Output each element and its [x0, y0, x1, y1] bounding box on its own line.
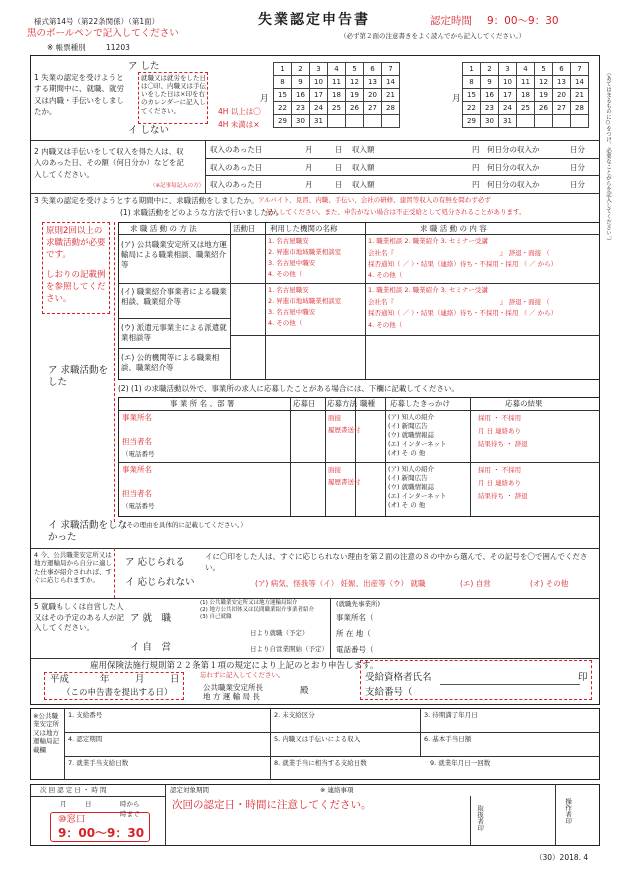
trigger-2b[interactable]: (イ) 新聞広告 — [388, 474, 428, 482]
next-appt-label: 次 回 認 定 日 ・ 時 間 — [40, 786, 107, 794]
sec4-note: イに〇印をした人は、すぐに応じられない理由を第２面の注意の８の中から選んで、その記号を〇で囲んでください。 — [205, 552, 588, 572]
outcome-1a[interactable]: 採用 ・ 不採用 — [478, 414, 522, 422]
tel-label-2: （電話番号 — [122, 502, 155, 510]
sec4-option-a[interactable]: ア 応じられる — [125, 557, 186, 568]
method-a[interactable]: (ア) 公共職業安定所又は地方運輸局による職業相談、職業紹介等 — [121, 240, 227, 270]
name-input[interactable] — [440, 684, 580, 685]
sec5-contact: (就職先事業所) — [336, 600, 381, 608]
day-unit: 日 — [335, 180, 343, 189]
month-unit: 月 — [135, 674, 145, 685]
office-f4: 4. 認定期間 — [68, 735, 103, 743]
hours-label: 認定時間 — [430, 15, 472, 27]
yen-unit: 円 — [472, 180, 480, 189]
sec4-option-i[interactable]: イ 応じられない — [125, 577, 195, 588]
trigger-1c[interactable]: (ウ) 就職情報誌 — [388, 431, 435, 439]
reason-note: （その理由を具体的に記載してください。） — [120, 521, 247, 529]
manager-stamp: 取扱者印 — [476, 805, 485, 831]
calendar-left[interactable]: 1 2 3 4 5 6 7 8 9 10 11 12 13 14 15 16 17 18 19 20 21 22 23 24 25 26 27 28 29 30 31 — [273, 62, 400, 128]
days-of-label-2: 何日分の収入か — [487, 163, 540, 172]
office-2: 地 方 運 輸 局 長 — [203, 692, 260, 701]
sec1-month-right: 月 — [452, 94, 461, 104]
sec5-address: 所 在 地（ — [336, 629, 371, 638]
sec1-question: 1 失業の認定を受けようとする期間中に、就職、就労又は内職・手伝いをしましたか。 — [34, 73, 124, 116]
contact-note: ※ 連絡事項 — [320, 786, 354, 794]
outcome-2c[interactable]: 結果待ち ・ 辞退 — [478, 492, 528, 500]
sec3-question: 3 失業の認定を受けようとする期間中に、求職活動をしましたか。 — [34, 196, 259, 205]
office-f7: 7. 就業手当支給日数 — [68, 759, 129, 767]
col-company: 事 業 所 名 、部 署 — [170, 399, 235, 408]
sec5-question: 5 就職もしくは自営した人又はその予定のある人が記入してください。 — [34, 602, 124, 632]
method-u[interactable]: (ウ) 派遣元事業主による派遣就業相談等 — [121, 323, 227, 343]
trigger-1a[interactable]: (ア) 知人の紹介 — [388, 413, 435, 421]
sec3-sub1: (1) 求職活動をどのような方法で行いましたか。 — [120, 208, 284, 217]
office-f5: 5. 内職又は手伝いによる収入 — [274, 735, 361, 743]
form-number: 様式第14号（第22条関係）（第1面） — [34, 17, 160, 26]
days-of-label-1: 何日分の収入か — [487, 145, 540, 154]
office-f1: 1. 支給番号 — [68, 711, 103, 719]
days-unit: 日分 — [570, 163, 585, 172]
sec4-reason-e[interactable]: (エ) 自営 — [460, 579, 491, 588]
amount-label-1: 収入額 — [352, 145, 375, 154]
apply-method-resume-1[interactable]: 履歴書送付 — [328, 426, 361, 434]
col-applydate: 応募日 — [293, 399, 316, 408]
col-date: 活動日 — [233, 224, 256, 233]
window-label: ⑩窓口 — [58, 814, 86, 825]
sec5-tel: 電話番号（ — [336, 645, 374, 654]
trigger-1b[interactable]: (イ) 新聞広告 — [388, 422, 428, 430]
hours-value: 9：00～9：30 — [487, 15, 559, 27]
window-time: 9：00～9：30 — [58, 826, 145, 840]
detail-result-2b: 採否通知（ ／ ）・結果（連絡）待ち・不採用・採用 （ ／ から） — [368, 309, 558, 317]
next-appt-reminder: 次回の認定日・時間に注意してください。 — [172, 799, 372, 811]
agency-2a[interactable]: 2. 昇進市地域職業相談室 — [268, 248, 342, 256]
outcome-2a[interactable]: 採用 ・ 不採用 — [478, 466, 522, 474]
era-label: 平成 — [50, 674, 70, 685]
amount-label-2: 収入額 — [352, 163, 375, 172]
detail-other-2: 4. その他（ — [368, 321, 403, 329]
target-period: 認定対象期間 — [170, 786, 209, 794]
agency-4a[interactable]: 4. その他（ — [268, 270, 303, 278]
agency-3b[interactable]: 3. 名古屋中職安 — [268, 308, 316, 316]
agency-1b[interactable]: 1. 名古屋職安 — [268, 286, 309, 294]
days-unit: 日分 — [570, 145, 585, 154]
col-outcome: 応募の結果 — [505, 399, 543, 408]
sec2-question: 2 内職又は手伝いをして収入を得た人は、収入のあった日、その額（何日分か）などを記入してください。 — [34, 147, 184, 179]
sec2-note: （※記事毎記入の方） — [150, 183, 205, 189]
seal-mark: 印 — [578, 672, 588, 683]
office-f2: 2. 未支給区分 — [274, 711, 315, 719]
col-detail: 求 職 活 動 の 内 容 — [420, 224, 487, 233]
office-f6: 6. 基本手当日額 — [424, 735, 472, 743]
slip-number: 11203 — [106, 43, 130, 52]
red-note-1: 原則2回以上の求職活動が必要です。 — [46, 226, 106, 260]
col-trigger: 応募したきっかけ — [390, 399, 450, 408]
instructions: （必ず第２面の注意書きをよく読んでから記入してください。） — [340, 32, 526, 40]
sec4-reasons-main[interactable]: (ア) 病気、怪我等（イ） 妊娠、出産等（ウ） 就職 — [255, 579, 426, 588]
office-use-frame — [30, 708, 600, 780]
days-unit: 日分 — [570, 180, 585, 189]
yen-unit: 円 — [472, 145, 480, 154]
detail-a-2[interactable]: 1. 職業相談 2. 職業紹介 3. セミナー受講 — [368, 286, 488, 294]
trigger-1d[interactable]: (エ) インターネット — [388, 440, 447, 448]
method-e[interactable]: (エ) 公的機関等による職業相談、職業紹介等 — [121, 353, 220, 373]
time-from: 時から — [120, 800, 140, 808]
sec3-option-i[interactable]: イ 求職活動をしなかった — [48, 520, 128, 544]
page-title: 失業認定申告書 — [258, 12, 370, 28]
month-unit: 月 — [305, 180, 313, 189]
yen-unit: 円 — [472, 163, 480, 172]
person-label-2: 担当者名 — [122, 489, 152, 498]
sec5-start-self: 日より自営業開始（予定） — [250, 645, 328, 653]
office-1: 公共職業安定所長 — [203, 683, 263, 692]
outcome-1b[interactable]: 月 日 連絡あり — [478, 427, 522, 435]
sec3-warning-2: 記入してください。また、申告がない場合は不正受給として処分されることがあります。 — [266, 208, 526, 216]
sec3-option-a[interactable]: ア 求職活動をした — [48, 365, 109, 389]
agency-3a[interactable]: 3. 名古屋中職安 — [268, 259, 316, 267]
sec1-guide: 就職又は就労をした日は〇印、内職又は手伝いをした日は×印を右のカレンダーに記入してください。 — [141, 74, 206, 115]
red-reminder: 忘れずに記入してください。 — [200, 671, 285, 679]
tel-label-1: （電話番号 — [122, 450, 155, 458]
apply-method-interview-2[interactable]: 面接 — [328, 466, 341, 474]
col-method: 求 職 活 動 の 方 法 — [130, 224, 197, 233]
trigger-2a[interactable]: (ア) 知人の紹介 — [388, 465, 435, 473]
sec5-option-1[interactable]: (1) 公共職業安定所又は地方運輸局紹介 — [200, 600, 298, 606]
date-sub: （この申告書を提出する日） — [62, 688, 173, 698]
sec5-option-3[interactable]: (3) 自己就職 — [200, 614, 232, 620]
agency-4b[interactable]: 4. その他（ — [268, 319, 303, 327]
detail-result-1b: 採否通知（ ／ ）・結果（連絡）待ち・不採用・採用 （ ／ から） — [368, 260, 558, 268]
office-f3: 3. 待期満了年月日 — [424, 711, 478, 719]
sec5-start: 日より就職（予定） — [250, 629, 309, 637]
company-label-1: 事業所名 — [122, 413, 152, 422]
day-unit: 日 — [85, 800, 92, 808]
person-label-1: 担当者名 — [122, 437, 152, 446]
detail-company-1: 会社名『 — [368, 249, 394, 257]
income-date-label-1: 収入のあった日 — [210, 145, 263, 154]
dono: 殿 — [300, 686, 309, 696]
trigger-2c[interactable]: (ウ) 就職情報誌 — [388, 483, 435, 491]
sec1-option-a[interactable]: ア した — [128, 61, 160, 72]
apply-method-resume-2[interactable]: 履歴書送付 — [328, 478, 361, 486]
sec4-question: 4 今、公共職業安定所又は地方運輸局から自分に適した仕事が紹介されれば、すぐに応じられますか。 — [34, 551, 112, 585]
footer-code: （30）2018. 4 — [535, 853, 589, 862]
outcome-2b[interactable]: 月 日 連絡あり — [478, 479, 522, 487]
operator-stamp: 操作者印 — [564, 798, 573, 824]
sec3-warning-1: アルバイト、見習、内職、手伝い、会社の研修、建習等収入の有無を問わず必ず — [258, 196, 491, 204]
detail-result-2a: 』 辞退・面接 （ — [500, 298, 550, 306]
col-agency: 利用した機関の名称 — [270, 224, 338, 233]
office-f9: 9. 就業年月日一回数 — [430, 759, 491, 767]
sec5-option-2[interactable]: (2) 地方公共団体又は民間職業紹介事業者紹介 — [200, 607, 315, 613]
sec3-sub2: (2) (1) の求職活動以外で、事業所の求人に応募したことがある場合には、下欄に記載してください。 — [118, 384, 459, 393]
detail-other-1: 4. その他（ — [368, 271, 403, 279]
trigger-2e[interactable]: (オ) そ の 他 — [388, 501, 426, 509]
income-date-label-2: 収入のあった日 — [210, 163, 263, 172]
outcome-1c[interactable]: 結果待ち ・ 辞退 — [478, 440, 528, 448]
sec5-option-a[interactable]: ア 就 職 — [130, 613, 172, 624]
sec5-option-i[interactable]: イ 自 営 — [130, 642, 172, 653]
calendar-right[interactable]: 1 2 3 4 5 6 7 8 9 10 11 12 13 14 15 16 17 18 19 20 21 22 23 24 25 26 27 28 29 30 31 — [462, 62, 589, 128]
office-f8: 8. 就業手当に相当する支給日数 — [274, 759, 367, 767]
year-unit: 年 — [100, 674, 110, 685]
income-date-label-3: 収入のあった日 — [210, 180, 263, 189]
sec5-biz-name: 事業所名（ — [336, 613, 374, 622]
month-unit: 月 — [305, 163, 313, 172]
agency-2b[interactable]: 2. 昇進市地域職業相談室 — [268, 297, 342, 305]
col-applymethod: 応募方法 — [327, 399, 357, 408]
red-note-2: しおりの記載例を参照してください。 — [46, 270, 106, 304]
day-unit: 日 — [335, 145, 343, 154]
month-unit: 月 — [305, 145, 313, 154]
sec1-4h-yes: 4H 以上は〇 — [218, 107, 261, 116]
sec4-reason-o[interactable]: (オ) その他 — [530, 579, 569, 588]
method-i[interactable]: (イ) 職業紹介事業者による職業相談、職業紹介等 — [121, 287, 227, 307]
company-label-2: 事業所名 — [122, 465, 152, 474]
side-note: （あてはまるものに○をつけ、必要なことがらを記入してください。） — [605, 70, 612, 244]
detail-company-2: 会社名『 — [368, 298, 394, 306]
declaration-text: 雇用保険法施行規則第２２条第１項の規定により上記のとおり申告します。 — [90, 661, 379, 671]
office-use-label: ※公共職業安定所又は地方運輸局記載欄 — [33, 712, 59, 754]
detail-a-1[interactable]: 1. 職業相談 2. 職業紹介 3. セミナー受講 — [368, 237, 488, 245]
detail-result-1a: 』 辞退・面接 （ — [500, 249, 550, 257]
apply-method-interview-1[interactable]: 面接 — [328, 414, 341, 422]
sec1-month-left: 月 — [260, 94, 269, 104]
col-job: 職種 — [360, 399, 375, 408]
number-label: 支給番号（ — [365, 687, 413, 698]
pen-note: 黒のボールペンで記入してください — [27, 28, 179, 39]
month-unit: 月 — [60, 800, 67, 808]
slip-type: ※ 帳票種別 — [47, 43, 86, 52]
name-label: 受給資格者氏名 — [365, 672, 432, 683]
sec1-option-i[interactable]: イ しない — [128, 125, 170, 136]
agency-1a[interactable]: 1. 名古屋職安 — [268, 237, 309, 245]
day-unit: 日 — [335, 163, 343, 172]
day-unit: 日 — [170, 674, 180, 685]
sec1-4h-no: 4H 未満は× — [218, 120, 260, 129]
trigger-2d[interactable]: (エ) インターネット — [388, 492, 447, 500]
days-of-label-3: 何日分の収入か — [487, 180, 540, 189]
trigger-1e[interactable]: (オ) そ の 他 — [388, 449, 426, 457]
amount-label-3: 収入額 — [352, 180, 375, 189]
time-to: 時まで — [120, 810, 140, 818]
